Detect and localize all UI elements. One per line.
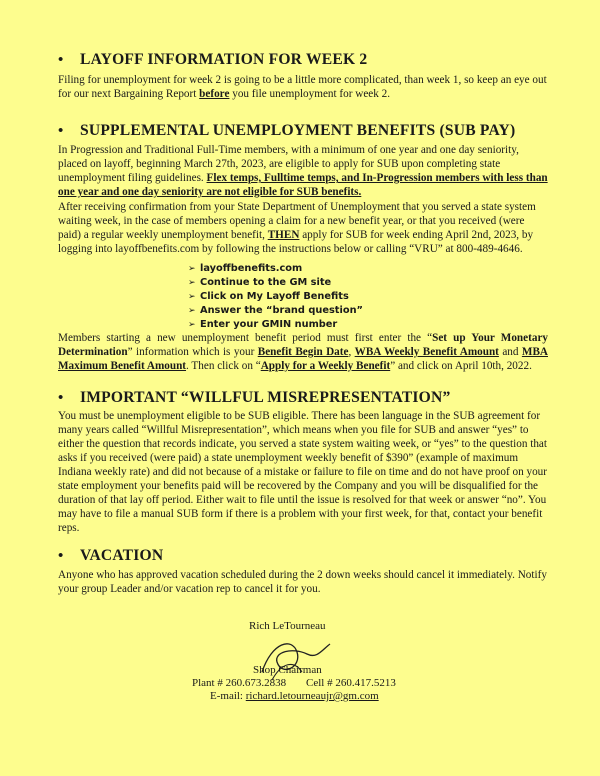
cell-phone: Cell # 260.417.5213	[306, 677, 396, 689]
arrow-icon: ➢	[188, 264, 196, 274]
arrow-icon: ➢	[188, 278, 196, 288]
bullet-icon: •	[58, 52, 64, 68]
then-emphasis: THEN	[267, 229, 300, 241]
mba-emphasis: MBA Maximum Benefit Amount	[58, 346, 548, 372]
instruction-steps	[188, 262, 363, 332]
willful-paragraph: You must be unemployment eligible to be SUB eligible. There has been language in the SUB agreement for many years called “Willful Misrepresentation”, which means when you file for SUB and answer “yes” to either the question that records indicate, you served a state system waiting week, or “yes” to the question that asks if you received (were paid) a state unemployment weekly benefit of $390” (example of maximum Indiana weekly rate) and did not because of a mistake or failure to file on time and do not have proof on your state employment your benefits paid will be recovered by the Company and you will be disqualified for the duration of that lay off period. Either wait to file until the issue is resolved for that week or answer “no”. You may have to file a manual SUB form if there is a problem with your first week, for that, contact your benefit reps.	[58, 410, 547, 534]
arrow-icon: ➢	[188, 306, 196, 316]
setup-emphasis: Set up Your Monetary Determination	[58, 332, 549, 358]
signer-name: Rich LeTourneau	[249, 620, 326, 632]
layoff-text: Filing for unemployment for week 2 is going to be a little more complicated, than week 1, so keep an eye out for our next Bargaining Report	[58, 74, 547, 100]
vacation-paragraph: Anyone who has approved vacation scheduled during the 2 down weeks should cancel it immediately. Notify your group Leader and/or vacation rep to cancel it for you.	[58, 569, 547, 595]
arrow-icon: ➢	[188, 292, 196, 302]
step-item: ➢ Enter your GMIN number	[188, 319, 338, 330]
eligibility-text: In Progression and Traditional Full-Time members, with a minimum of one year and one day seniority, placed on layoff, beginning March 27th, 2023, are eligible to apply for SUB upon completing state unemployment filing guidelines.	[58, 144, 519, 184]
vacation-heading	[58, 547, 163, 565]
layoff-title: LAYOFF INFORMATION FOR WEEK 2	[80, 51, 368, 68]
vacation-title: VACATION	[80, 547, 164, 564]
apply-weekly-emphasis: Apply for a Weekly Benefit	[260, 360, 391, 372]
layoff-paragraph	[58, 73, 548, 101]
step-item: ➢ Answer the “brand question”	[188, 305, 363, 316]
sub-pay-apply-paragraph	[58, 200, 548, 256]
plant-phone: Plant # 260.673.2838	[192, 677, 287, 689]
bullet-icon: •	[58, 548, 64, 564]
ineligible-notice: Flex temps, Fulltime temps, and In-Progression members with less than one year and one day seniority are not eligible for SUB benefits.	[58, 172, 548, 198]
benefit-begin-date: Benefit Begin Date	[257, 346, 349, 358]
step-item: ➢ Click on My Layoff Benefits	[188, 291, 349, 302]
email-label: E-mail:	[210, 690, 246, 702]
apply-text: After receiving confirmation from your State Department of Unemployment that you served a state system waiting week, in the case of members opening a claim for a new benefit year, or that you received (were paid) a regular weekly unemployment benefit,	[58, 201, 536, 241]
email-line	[210, 690, 379, 702]
wba-emphasis: WBA Weekly Benefit Amount	[354, 346, 499, 358]
sub-pay-title: SUPPLEMENTAL UNEMPLOYMENT BENEFITS (SUB PAY)	[80, 122, 516, 139]
step-item: ➢ Continue to the GM site	[188, 277, 332, 288]
apply-text-end: apply for SUB for week ending April 2nd, 2023, by logging into layoffbenefits.com by following the instructions below or calling “VRU” at 800-489-4646.	[58, 229, 534, 255]
arrow-icon: ➢	[188, 320, 196, 330]
layoff-text-end: you file unemployment for week 2.	[229, 88, 391, 100]
email-link[interactable]: richard.letourneaujr@gm.com	[245, 690, 379, 702]
bullet-icon: •	[58, 390, 64, 406]
sub-pay-heading	[58, 122, 515, 140]
layoff-heading	[58, 51, 367, 69]
willful-heading	[58, 389, 450, 407]
monetary-determination-paragraph: Members starting a new unemployment benefit period must first enter the “Set up Your Monetary Determination” information which is your Benefit Begin Date, WBA Weekly Benefit Amount and MBA Maximum Benefit Amount. Then click on “Apply for a Weekly Benefit” and click on April 10th, 2022.	[58, 332, 549, 372]
sub-pay-eligibility-paragraph	[58, 143, 548, 199]
signer-title: Shop Chairman	[253, 664, 322, 676]
bullet-icon: •	[58, 123, 64, 139]
before-emphasis: before	[199, 88, 230, 100]
step-item: ➢ layoffbenefits.com	[188, 263, 303, 274]
willful-title: IMPORTANT “WILLFUL MISREPRESENTATION”	[80, 389, 451, 406]
